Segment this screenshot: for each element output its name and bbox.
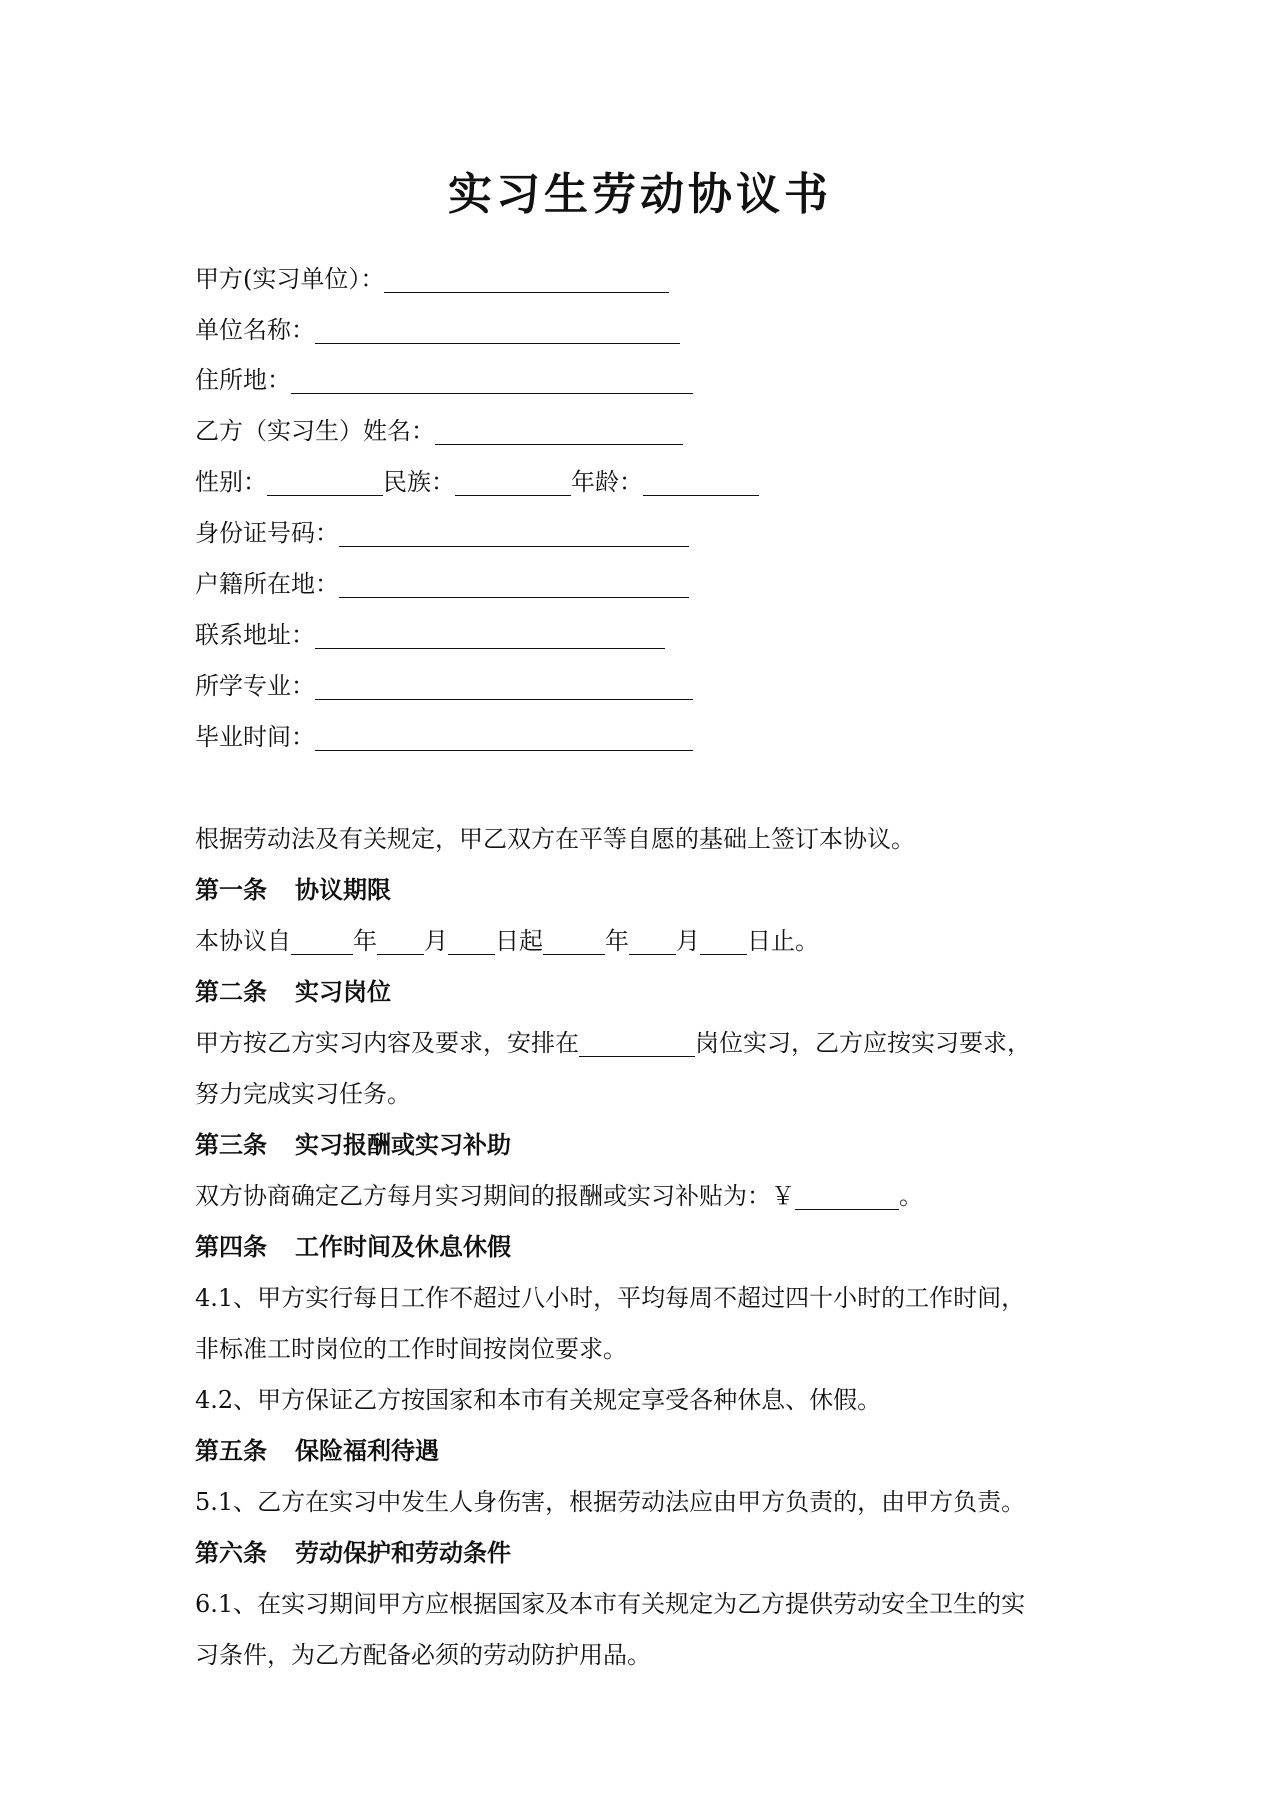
age-blank[interactable] xyxy=(643,471,759,496)
address-label: 住所地： xyxy=(195,366,291,394)
article-6-heading xyxy=(195,1537,511,1569)
ethnicity-label: 民族： xyxy=(383,468,455,496)
position-blank[interactable] xyxy=(579,1032,695,1057)
party-b-label: 乙方（实习生）姓名： xyxy=(195,417,435,445)
article-1-title: 协议期限 xyxy=(295,876,391,904)
article-2-heading xyxy=(195,976,391,1008)
article-3-label: 第三条 xyxy=(195,1131,267,1159)
article-5-heading xyxy=(195,1435,439,1467)
start-month-label: 月 xyxy=(424,927,448,955)
article-6-text-line-2: 习条件，为乙方配备必须的劳动防护用品。 xyxy=(195,1641,651,1669)
ethnicity-blank[interactable] xyxy=(455,471,571,496)
article-3-heading xyxy=(195,1129,511,1161)
contact-address-label: 联系地址： xyxy=(195,621,315,649)
id-number-row xyxy=(195,517,689,549)
article-5-label: 第五条 xyxy=(195,1437,267,1465)
article-3-text-a: 双方协商确定乙方每月实习期间的报酬或实习补贴为：￥ xyxy=(195,1182,795,1210)
household-label: 户籍所在地： xyxy=(195,570,339,598)
end-day-label: 日止。 xyxy=(747,927,819,955)
article-4-heading xyxy=(195,1231,511,1263)
end-day-blank[interactable] xyxy=(700,930,747,955)
age-label: 年龄： xyxy=(571,468,643,496)
household-blank[interactable] xyxy=(339,573,689,598)
address-row xyxy=(195,364,693,396)
article-4-text-line-2: 非标准工时岗位的工作时间按岗位要求。 xyxy=(195,1335,627,1363)
article-5-text: 5.1、乙方在实习中发生人身伤害，根据劳动法应由甲方负责的，由甲方负责。 xyxy=(195,1488,1026,1516)
article-1-heading xyxy=(195,874,391,906)
article-6-label: 第六条 xyxy=(195,1539,267,1567)
article-4-title: 工作时间及休息休假 xyxy=(295,1233,511,1261)
graduation-blank[interactable] xyxy=(315,726,693,751)
article-2-label: 第二条 xyxy=(195,978,267,1006)
article-2-text-line-2: 努力完成实习任务。 xyxy=(195,1080,411,1108)
start-month-blank[interactable] xyxy=(377,930,424,955)
article-3-text-end: 。 xyxy=(899,1182,923,1210)
article-4-text-line-1: 4.1、甲方实行每日工作不超过八小时，平均每周不超过四十小时的工作时间， xyxy=(195,1284,1026,1312)
household-row xyxy=(195,568,689,600)
article-1-text xyxy=(195,925,819,957)
start-year-label: 年 xyxy=(353,927,377,955)
end-month-label: 月 xyxy=(676,927,700,955)
article-1-from-label: 本协议自 xyxy=(195,927,291,955)
graduation-label: 毕业时间： xyxy=(195,723,315,751)
personal-info-row xyxy=(195,466,759,498)
party-a-blank[interactable] xyxy=(384,268,669,293)
unit-name-row xyxy=(195,314,680,346)
start-year-blank[interactable] xyxy=(291,930,353,955)
contact-address-blank[interactable] xyxy=(315,624,665,649)
party-b-blank[interactable] xyxy=(435,420,683,445)
major-blank[interactable] xyxy=(315,675,693,700)
document-title: 实习生劳动协议书 xyxy=(448,169,832,220)
id-number-blank[interactable] xyxy=(339,522,689,547)
article-2-text-a: 甲方按乙方实习内容及要求，安排在 xyxy=(195,1029,579,1057)
article-4-label: 第四条 xyxy=(195,1233,267,1261)
article-3-title: 实习报酬或实习补助 xyxy=(295,1131,511,1159)
gender-label: 性别： xyxy=(195,468,267,496)
article-4-text-line-3: 4.2、甲方保证乙方按国家和本市有关规定享受各种休息、休假。 xyxy=(195,1386,882,1414)
gender-blank[interactable] xyxy=(267,471,383,496)
end-year-label: 年 xyxy=(605,927,629,955)
article-2-text-b: 岗位实习，乙方应按实习要求， xyxy=(695,1029,1031,1057)
article-5-title: 保险福利待遇 xyxy=(295,1437,439,1465)
end-month-blank[interactable] xyxy=(629,930,676,955)
article-6-text-line-1: 6.1、在实习期间甲方应根据国家及本市有关规定为乙方提供劳动安全卫生的实 xyxy=(195,1590,1026,1618)
start-day-label: 日起 xyxy=(495,927,543,955)
major-label: 所学专业： xyxy=(195,672,315,700)
article-6-title: 劳动保护和劳动条件 xyxy=(295,1539,511,1567)
major-row xyxy=(195,670,693,702)
article-2-text-line-1 xyxy=(195,1027,1031,1059)
intro-paragraph: 根据劳动法及有关规定，甲乙双方在平等自愿的基础上签订本协议。 xyxy=(195,825,915,853)
unit-name-label: 单位名称： xyxy=(195,316,315,344)
start-day-blank[interactable] xyxy=(448,930,495,955)
article-1-label: 第一条 xyxy=(195,876,267,904)
id-number-label: 身份证号码： xyxy=(195,519,339,547)
contact-address-row xyxy=(195,619,665,651)
party-a-row xyxy=(195,263,669,295)
salary-blank[interactable] xyxy=(795,1185,899,1210)
party-a-label: 甲方(实习单位）： xyxy=(195,265,385,293)
article-3-text xyxy=(195,1180,923,1212)
article-2-title: 实习岗位 xyxy=(295,978,391,1006)
unit-name-blank[interactable] xyxy=(315,319,680,344)
party-b-row xyxy=(195,415,683,447)
graduation-row xyxy=(195,721,693,753)
address-blank[interactable] xyxy=(291,369,693,394)
end-year-blank[interactable] xyxy=(543,930,605,955)
